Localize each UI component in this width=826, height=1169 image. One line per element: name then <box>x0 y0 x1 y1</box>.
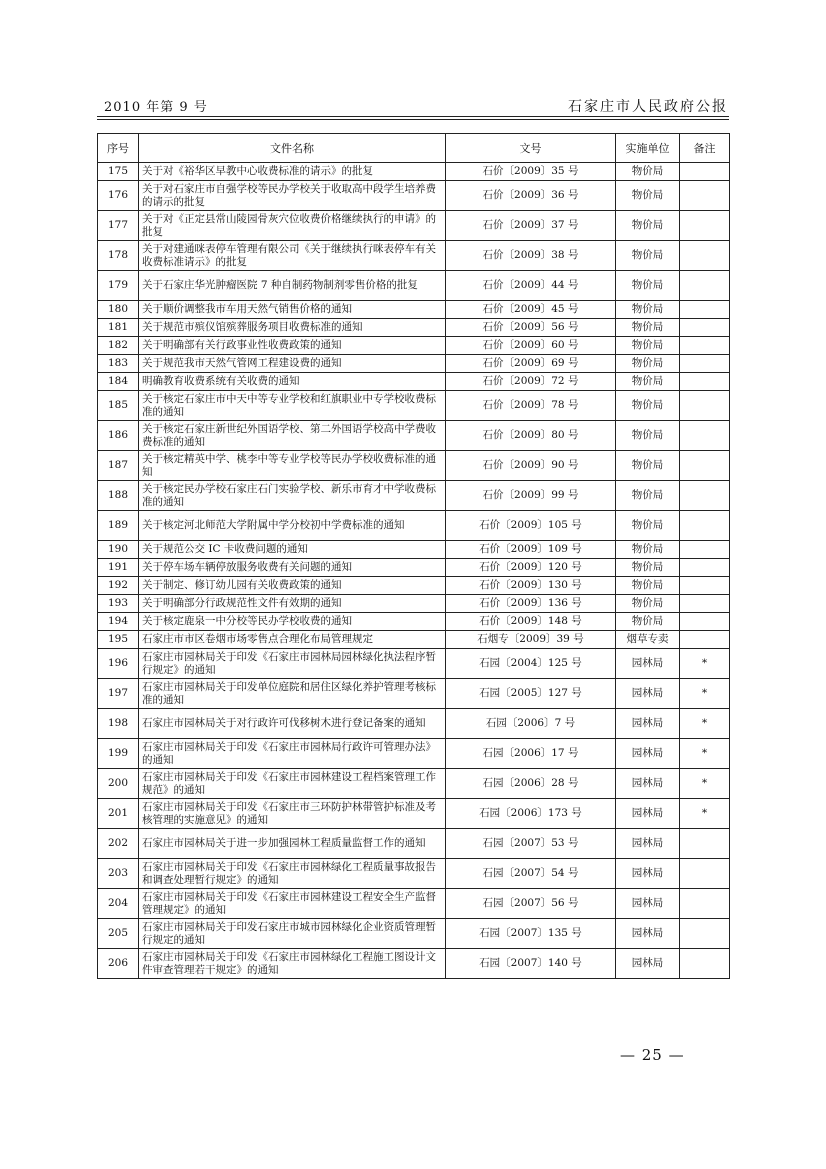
column-header-note: 备注 <box>680 134 730 163</box>
table-row <box>98 421 730 451</box>
row-number: 187 <box>98 451 139 481</box>
table-row <box>98 919 730 949</box>
table-row <box>98 241 730 271</box>
row-title: 关于石家庄华光肿瘤医院 7 种自制药物制剂零售价格的批复 <box>139 271 446 301</box>
row-number: 205 <box>98 919 139 949</box>
row-title: 石家庄市园林局关于印发《石家庄市园林建设工程档案管理工作规范》的通知 <box>139 769 446 799</box>
row-doc-number: 石园〔2007〕53 号 <box>446 829 616 859</box>
row-note <box>680 631 730 649</box>
row-doc-number: 石园〔2007〕54 号 <box>446 859 616 889</box>
row-unit: 物价局 <box>616 319 680 337</box>
row-unit: 园林局 <box>616 919 680 949</box>
table-row <box>98 679 730 709</box>
row-unit: 园林局 <box>616 829 680 859</box>
row-doc-number: 石烟专〔2009〕39 号 <box>446 631 616 649</box>
row-title: 关于核定精英中学、桃李中等专业学校等民办学校收费标准的通知 <box>139 451 446 481</box>
row-doc-number: 石价〔2009〕105 号 <box>446 511 616 541</box>
row-title: 关于制定、修订幼儿园有关收费政策的通知 <box>139 577 446 595</box>
row-doc-number: 石园〔2006〕28 号 <box>446 769 616 799</box>
row-note <box>680 319 730 337</box>
row-number: 177 <box>98 211 139 241</box>
row-title: 石家庄市园林局关于对行政许可伐移树木进行登记备案的通知 <box>139 709 446 739</box>
column-header-title: 文件名称 <box>139 134 446 163</box>
row-doc-number: 石园〔2004〕125 号 <box>446 649 616 679</box>
row-number: 194 <box>98 613 139 631</box>
row-number: 193 <box>98 595 139 613</box>
row-number: 184 <box>98 373 139 391</box>
row-title: 石家庄市园林局关于印发《石家庄市园林建设工程安全生产监督管理规定》的通知 <box>139 889 446 919</box>
table-row <box>98 481 730 511</box>
table-row <box>98 859 730 889</box>
row-title: 关于对建通咪表停车管理有限公司《关于继续执行咪表停车有关收费标准请示》的批复 <box>139 241 446 271</box>
row-note <box>680 355 730 373</box>
table-row <box>98 319 730 337</box>
row-number: 204 <box>98 889 139 919</box>
row-doc-number: 石价〔2009〕37 号 <box>446 211 616 241</box>
row-number: 199 <box>98 739 139 769</box>
row-number: 195 <box>98 631 139 649</box>
row-number: 196 <box>98 649 139 679</box>
row-title: 石家庄市园林局关于印发《石家庄市园林绿化工程施工图设计文件审查管理若干规定》的通知 <box>139 949 446 979</box>
row-doc-number: 石价〔2009〕69 号 <box>446 355 616 373</box>
row-unit: 物价局 <box>616 337 680 355</box>
row-doc-number: 石园〔2007〕140 号 <box>446 949 616 979</box>
row-unit: 物价局 <box>616 481 680 511</box>
table-row <box>98 511 730 541</box>
row-title: 关于停车场车辆停放服务收费有关问题的通知 <box>139 559 446 577</box>
row-title: 明确教育收费系统有关收费的通知 <box>139 373 446 391</box>
row-doc-number: 石价〔2009〕38 号 <box>446 241 616 271</box>
row-unit: 园林局 <box>616 769 680 799</box>
row-unit: 物价局 <box>616 271 680 301</box>
row-note <box>680 181 730 211</box>
table-row <box>98 739 730 769</box>
row-number: 203 <box>98 859 139 889</box>
row-note <box>680 541 730 559</box>
row-unit: 园林局 <box>616 889 680 919</box>
row-title: 关于规范市殡仪馆殡葬服务项目收费标准的通知 <box>139 319 446 337</box>
row-number: 181 <box>98 319 139 337</box>
table-row <box>98 631 730 649</box>
row-title: 关于对石家庄市自强学校等民办学校关于收取高中段学生培养费的请示的批复 <box>139 181 446 211</box>
row-doc-number: 石价〔2009〕109 号 <box>446 541 616 559</box>
row-number: 185 <box>98 391 139 421</box>
row-note <box>680 595 730 613</box>
row-note: * <box>680 709 730 739</box>
row-unit: 园林局 <box>616 709 680 739</box>
row-unit: 烟草专卖 <box>616 631 680 649</box>
row-note <box>680 511 730 541</box>
table-header-row <box>98 134 730 163</box>
row-unit: 物价局 <box>616 373 680 391</box>
row-note <box>680 391 730 421</box>
row-number: 176 <box>98 181 139 211</box>
column-header-unit: 实施单位 <box>616 134 680 163</box>
row-number: 180 <box>98 301 139 319</box>
row-title: 关于对《裕华区早教中心收费标准的请示》的批复 <box>139 163 446 181</box>
row-note <box>680 337 730 355</box>
row-doc-number: 石价〔2009〕148 号 <box>446 613 616 631</box>
table-row <box>98 829 730 859</box>
row-doc-number: 石价〔2009〕72 号 <box>446 373 616 391</box>
row-number: 183 <box>98 355 139 373</box>
table-row <box>98 271 730 301</box>
table-row <box>98 769 730 799</box>
row-title: 石家庄市园林局关于印发《石家庄市三环防护林带管护标准及考核管理的实施意见》的通知 <box>139 799 446 829</box>
row-number: 182 <box>98 337 139 355</box>
row-title: 石家庄市园林局关于进一步加强园林工程质量监督工作的通知 <box>139 829 446 859</box>
table-row <box>98 211 730 241</box>
table-row <box>98 577 730 595</box>
row-number: 192 <box>98 577 139 595</box>
table-row <box>98 799 730 829</box>
row-number: 175 <box>98 163 139 181</box>
header-rule-thin <box>97 119 729 120</box>
row-number: 178 <box>98 241 139 271</box>
row-note <box>680 241 730 271</box>
row-unit: 物价局 <box>616 211 680 241</box>
issue-number: 2010 年第 9 号 <box>104 100 208 115</box>
row-note <box>680 421 730 451</box>
table-row <box>98 709 730 739</box>
row-number: 200 <box>98 769 139 799</box>
row-note <box>680 271 730 301</box>
row-number: 189 <box>98 511 139 541</box>
row-doc-number: 石价〔2009〕120 号 <box>446 559 616 577</box>
row-number: 202 <box>98 829 139 859</box>
row-unit: 园林局 <box>616 679 680 709</box>
row-doc-number: 石园〔2005〕127 号 <box>446 679 616 709</box>
row-number: 186 <box>98 421 139 451</box>
row-note: * <box>680 649 730 679</box>
row-note <box>680 211 730 241</box>
row-title: 石家庄市园林局关于印发石家庄市城市园林绿化企业资质管理暂行规定的通知 <box>139 919 446 949</box>
row-title: 石家庄市园林局关于印发单位庭院和居住区绿化养护管理考核标准的通知 <box>139 679 446 709</box>
row-note <box>680 919 730 949</box>
row-note: * <box>680 679 730 709</box>
row-number: 198 <box>98 709 139 739</box>
row-note: * <box>680 739 730 769</box>
row-note <box>680 829 730 859</box>
row-doc-number: 石价〔2009〕78 号 <box>446 391 616 421</box>
row-doc-number: 石价〔2009〕60 号 <box>446 337 616 355</box>
table-row <box>98 337 730 355</box>
column-header-number: 序号 <box>98 134 139 163</box>
row-title: 关于明确部有关行政事业性收费政策的通知 <box>139 337 446 355</box>
row-unit: 物价局 <box>616 559 680 577</box>
row-title: 关于规范公交 IC 卡收费问题的通知 <box>139 541 446 559</box>
row-title: 关于核定石家庄新世纪外国语学校、第二外国语学校高中学费收费标准的通知 <box>139 421 446 451</box>
row-title: 关于核定河北师范大学附属中学分校初中学费标准的通知 <box>139 511 446 541</box>
row-number: 206 <box>98 949 139 979</box>
row-unit: 物价局 <box>616 613 680 631</box>
row-unit: 园林局 <box>616 799 680 829</box>
row-unit: 物价局 <box>616 595 680 613</box>
row-note <box>680 577 730 595</box>
row-doc-number: 石价〔2009〕44 号 <box>446 271 616 301</box>
table-row <box>98 613 730 631</box>
row-unit: 园林局 <box>616 949 680 979</box>
row-doc-number: 石园〔2007〕56 号 <box>446 889 616 919</box>
row-title: 关于核定民办学校石家庄石门实验学校、新乐市育才中学收费标准的通知 <box>139 481 446 511</box>
row-unit: 物价局 <box>616 541 680 559</box>
row-doc-number: 石价〔2009〕90 号 <box>446 451 616 481</box>
table-row <box>98 181 730 211</box>
row-title: 关于规范我市天然气管网工程建设费的通知 <box>139 355 446 373</box>
row-title: 石家庄市园林局关于印发《石家庄市园林绿化工程质量事故报告和调查处理暂行规定》的通知 <box>139 859 446 889</box>
header-rule <box>97 116 729 117</box>
row-number: 197 <box>98 679 139 709</box>
row-doc-number: 石园〔2006〕17 号 <box>446 739 616 769</box>
row-note <box>680 373 730 391</box>
table-row <box>98 649 730 679</box>
row-note: * <box>680 769 730 799</box>
row-unit: 园林局 <box>616 739 680 769</box>
table-row <box>98 301 730 319</box>
row-unit: 物价局 <box>616 355 680 373</box>
row-title: 关于核定鹿泉一中分校等民办学校收费的通知 <box>139 613 446 631</box>
table-row <box>98 595 730 613</box>
row-unit: 物价局 <box>616 391 680 421</box>
row-doc-number: 石价〔2009〕130 号 <box>446 577 616 595</box>
table-row <box>98 541 730 559</box>
column-header-doc-number: 文号 <box>446 134 616 163</box>
row-doc-number: 石价〔2009〕99 号 <box>446 481 616 511</box>
table-row <box>98 451 730 481</box>
table-row <box>98 559 730 577</box>
row-unit: 物价局 <box>616 421 680 451</box>
document-table <box>97 133 730 979</box>
row-unit: 物价局 <box>616 451 680 481</box>
row-title: 石家庄市市区卷烟市场零售点合理化布局管理规定 <box>139 631 446 649</box>
table-row <box>98 163 730 181</box>
row-doc-number: 石园〔2006〕7 号 <box>446 709 616 739</box>
row-number: 201 <box>98 799 139 829</box>
row-doc-number: 石价〔2009〕35 号 <box>446 163 616 181</box>
row-note <box>680 859 730 889</box>
row-title: 石家庄市园林局关于印发《石家庄市园林局行政许可管理办法》的通知 <box>139 739 446 769</box>
row-doc-number: 石价〔2009〕45 号 <box>446 301 616 319</box>
row-doc-number: 石价〔2009〕80 号 <box>446 421 616 451</box>
row-number: 191 <box>98 559 139 577</box>
row-title: 关于核定石家庄市中天中等专业学校和红旗职业中专学校收费标准的通知 <box>139 391 446 421</box>
row-note <box>680 301 730 319</box>
row-title: 关于明确部分行政规范性文件有效期的通知 <box>139 595 446 613</box>
row-note <box>680 613 730 631</box>
row-unit: 园林局 <box>616 649 680 679</box>
page-number: — 25 — <box>620 1046 685 1064</box>
row-unit: 物价局 <box>616 163 680 181</box>
row-number: 188 <box>98 481 139 511</box>
table-row <box>98 889 730 919</box>
row-note <box>680 451 730 481</box>
row-unit: 物价局 <box>616 301 680 319</box>
table-row <box>98 391 730 421</box>
row-note <box>680 559 730 577</box>
row-doc-number: 石价〔2009〕36 号 <box>446 181 616 211</box>
row-note <box>680 949 730 979</box>
row-doc-number: 石园〔2006〕173 号 <box>446 799 616 829</box>
row-unit: 物价局 <box>616 181 680 211</box>
row-doc-number: 石园〔2007〕135 号 <box>446 919 616 949</box>
row-title: 关于顺价调整我市车用天然气销售价格的通知 <box>139 301 446 319</box>
row-note <box>680 889 730 919</box>
row-note <box>680 163 730 181</box>
row-number: 179 <box>98 271 139 301</box>
row-unit: 园林局 <box>616 859 680 889</box>
row-title: 关于对《正定县常山陵园骨灰穴位收费价格继续执行的申请》的批复 <box>139 211 446 241</box>
table-row <box>98 355 730 373</box>
table-row <box>98 373 730 391</box>
publication-title: 石家庄市人民政府公报 <box>568 99 728 115</box>
row-note <box>680 481 730 511</box>
row-title: 石家庄市园林局关于印发《石家庄市园林局园林绿化执法程序暂行规定》的通知 <box>139 649 446 679</box>
table-row <box>98 949 730 979</box>
row-unit: 物价局 <box>616 241 680 271</box>
row-doc-number: 石价〔2009〕136 号 <box>446 595 616 613</box>
row-note: * <box>680 799 730 829</box>
row-unit: 物价局 <box>616 511 680 541</box>
row-doc-number: 石价〔2009〕56 号 <box>446 319 616 337</box>
row-number: 190 <box>98 541 139 559</box>
row-unit: 物价局 <box>616 577 680 595</box>
